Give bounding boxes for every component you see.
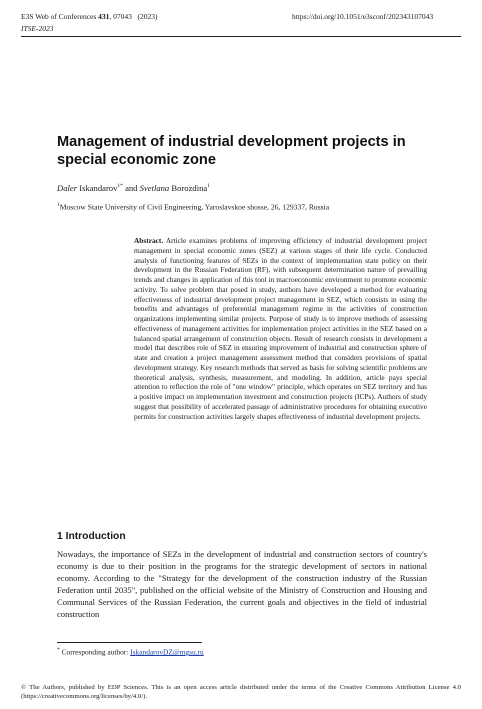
journal-name: E3S Web of Conferences <box>21 12 97 21</box>
author2-affil-marker: 1 <box>207 183 210 190</box>
author2-first-name: Svetlana <box>139 183 170 193</box>
paper-title: Management of industrial development projects in special economic zone <box>57 134 406 168</box>
header-divider <box>21 36 461 37</box>
journal-citation: E3S Web of Conferences 431, 07043 (2023) <box>21 12 158 21</box>
publication-year: (2023) <box>137 12 158 21</box>
author-email-link[interactable]: IskandarovDZ@mgsu.ru <box>130 647 204 657</box>
article-number: 07043 <box>113 12 132 21</box>
affiliation-text: Moscow State University of Civil Engineering, Yaroslavskoe shosse, 26, 129337, Russia <box>59 202 330 212</box>
author-conjunction: and <box>125 183 138 193</box>
footnote <box>57 647 204 656</box>
section-heading: 1 Introduction <box>57 531 126 542</box>
section-body: Nowadays, the importance of SEZs in the development of industrial and construction sectors of country's economy is due to their position in the programs for the strategic development of sectors in national economy. According to the "Strategy for the development of the construction industry of the Russian Federation until 2035", published on the official website of the Ministry of Construction and Housing and Communal Services of the Russian Federation, the current goals and objectives in the field of industrial construction <box>57 549 427 619</box>
author1-first-name: Daler <box>57 183 78 193</box>
author2-last-name: Borozdina <box>171 183 208 193</box>
author-list <box>57 183 210 193</box>
footnote-marker: * <box>57 647 60 653</box>
doi-link[interactable]: https://doi.org/10.1051/e3sconf/202343107043 <box>292 12 434 21</box>
abstract-label: Abstract. <box>134 236 164 245</box>
journal-volume: 431 <box>98 12 110 21</box>
footnote-label: Corresponding author: <box>61 647 129 657</box>
footnote-divider <box>57 642 202 643</box>
author1-affil-marker: 1* <box>117 183 123 190</box>
abstract-text: Article examines problems of improving efficiency of industrial development project management in special economic zones (SEZ) at various stages of their life cycle. Conducted analysis of functioning features of SEZs in the context of implementation state policy on their development in the Russian Federation (RF), with subsequent determination nature of prevailing trends and changes in application of this tool in macroeconomic environment to promote economic activity. To solve problem that posed in study, authors have developed a method for evaluating effectiveness of industrial development project management in SEZ, which consists in using the benefits and advantages of preferential management regime in the activities of construction organizations implementing similar projects. Purpose of study is to improve methods of assessing effectiveness of management activities for implementation project activities in the SEZ based on a balanced spatial arrangement of construction objects. Result of research consists in development a model that describes role of SEZ in ensuring improvement of industrial and construction sphere of state and creation a project management assessment method that considers provisions of spatial development strategy. Key research methods that served as basis for solving scientific problems are theoretical analysis, synthesis, measurement, and modeling. In addition, article pays special attention to reflection the role of "one window" principle, which operates on SEZ territory and has a positive impact on implementation investment and construction projects (ICPs). Authors of study suggest that possibility of accelerated passage of administrative procedures for obtaining executive permits for construction activities largely shapes effectiveness of industrial development projects. <box>134 236 427 421</box>
affiliation-marker: 1 <box>57 202 60 208</box>
author1-last-name: Iskandarov <box>79 183 118 193</box>
conference-name: ITSE-2023 <box>21 24 54 33</box>
abstract <box>134 236 427 421</box>
copyright-notice: © The Authors, published by EDP Sciences. This is an open access article distributed under the terms of the Creative Commons Attribution License 4.0 (https://creativecommons.org/licenses/by/4.0/). <box>21 684 461 700</box>
affiliation <box>57 202 329 212</box>
